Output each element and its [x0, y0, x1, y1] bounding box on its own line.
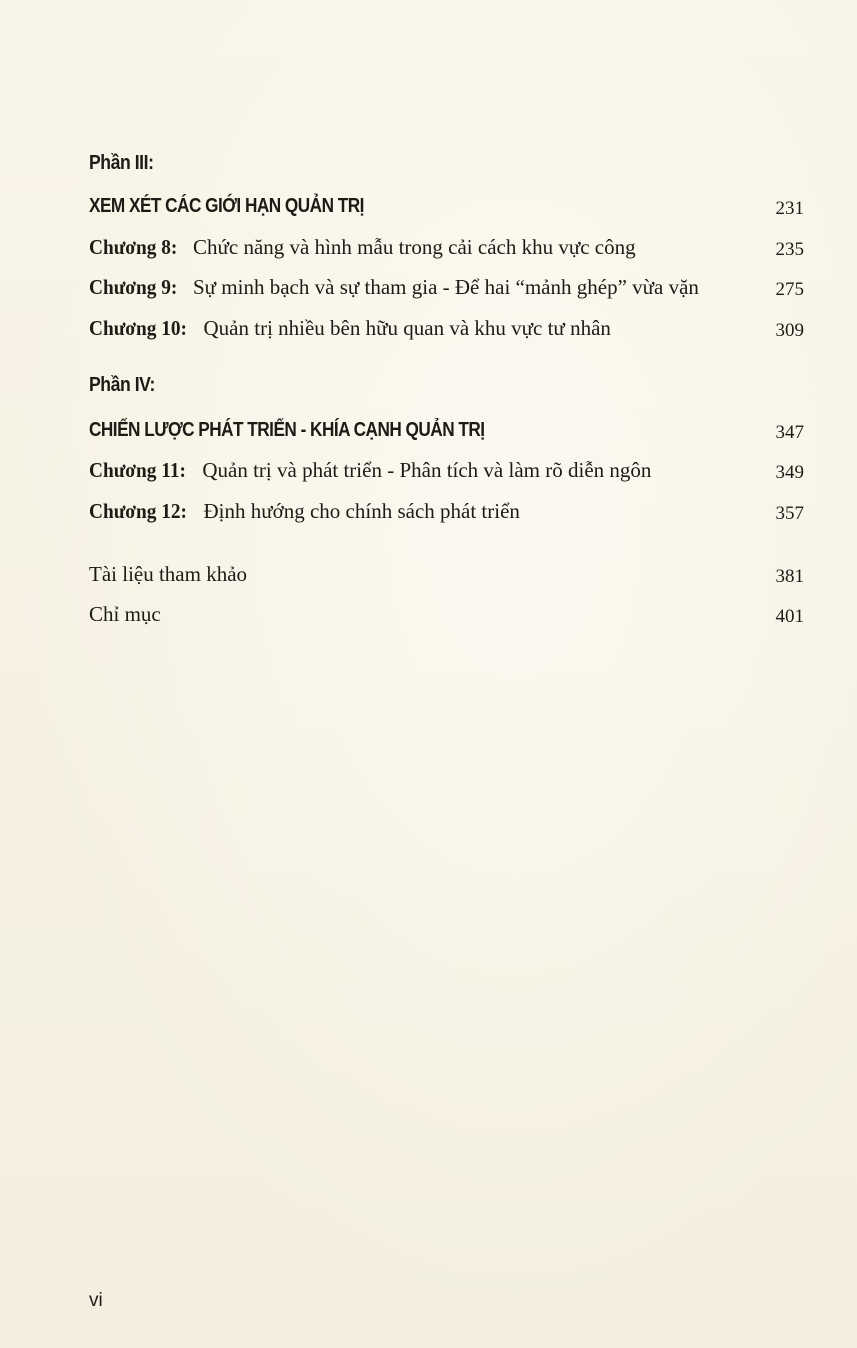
page-number: vi: [89, 1290, 103, 1311]
part-3-label: Phần III:: [89, 152, 154, 174]
toc-entry-chapter-12[interactable]: [89, 493, 804, 529]
entry-title: Tài liệu tham khảo: [89, 562, 248, 586]
chapter-title: Sự minh bạch và sự tham gia - Để hai “mảnh ghép” vừa vặn: [193, 275, 699, 299]
part-4-title: CHIẾN LƯỢC PHÁT TRIỂN - KHÍA CẠNH QUẢN TRỊ: [89, 419, 485, 441]
toc-entry-chapter-11[interactable]: [89, 452, 804, 488]
entry-title: Chỉ mục: [89, 602, 161, 626]
chapter-page: 275: [775, 279, 804, 300]
part-3-title-entry[interactable]: [89, 188, 804, 224]
chapter-page: 357: [775, 503, 804, 524]
toc-entry-index[interactable]: [89, 596, 804, 632]
entry-page: 381: [775, 566, 804, 587]
chapter-title: Định hướng cho chính sách phát triển: [203, 499, 520, 523]
chapter-title: Quản trị nhiều bên hữu quan và khu vực tư nhân: [203, 316, 611, 340]
toc-entry-chapter-10[interactable]: [89, 310, 804, 346]
chapter-label: Chương 10:: [89, 316, 187, 340]
toc-entry-chapter-9[interactable]: [89, 269, 804, 305]
chapter-label: Chương 12:: [89, 499, 187, 523]
toc-entry-chapter-8[interactable]: [89, 229, 804, 265]
part-3-title: XEM XÉT CÁC GIỚI HẠN QUẢN TRỊ: [89, 195, 364, 217]
part-4-title-entry[interactable]: [89, 412, 804, 448]
chapter-label: Chương 11:: [89, 458, 186, 482]
part-3-page: 231: [775, 198, 804, 219]
chapter-label: Chương 9:: [89, 275, 178, 299]
part-4-label: Phần IV:: [89, 374, 155, 396]
chapter-page: 235: [775, 239, 804, 260]
chapter-title: Chức năng và hình mẫu trong cải cách khu vực công: [193, 235, 636, 259]
toc-entry-references[interactable]: [89, 556, 804, 592]
chapter-page: 309: [775, 320, 804, 341]
entry-page: 401: [775, 606, 804, 627]
chapter-title: Quản trị và phát triển - Phân tích và làm rõ diễn ngôn: [202, 458, 652, 482]
part-4-page: 347: [775, 422, 804, 443]
chapter-page: 349: [775, 462, 804, 483]
chapter-label: Chương 8:: [89, 235, 178, 259]
